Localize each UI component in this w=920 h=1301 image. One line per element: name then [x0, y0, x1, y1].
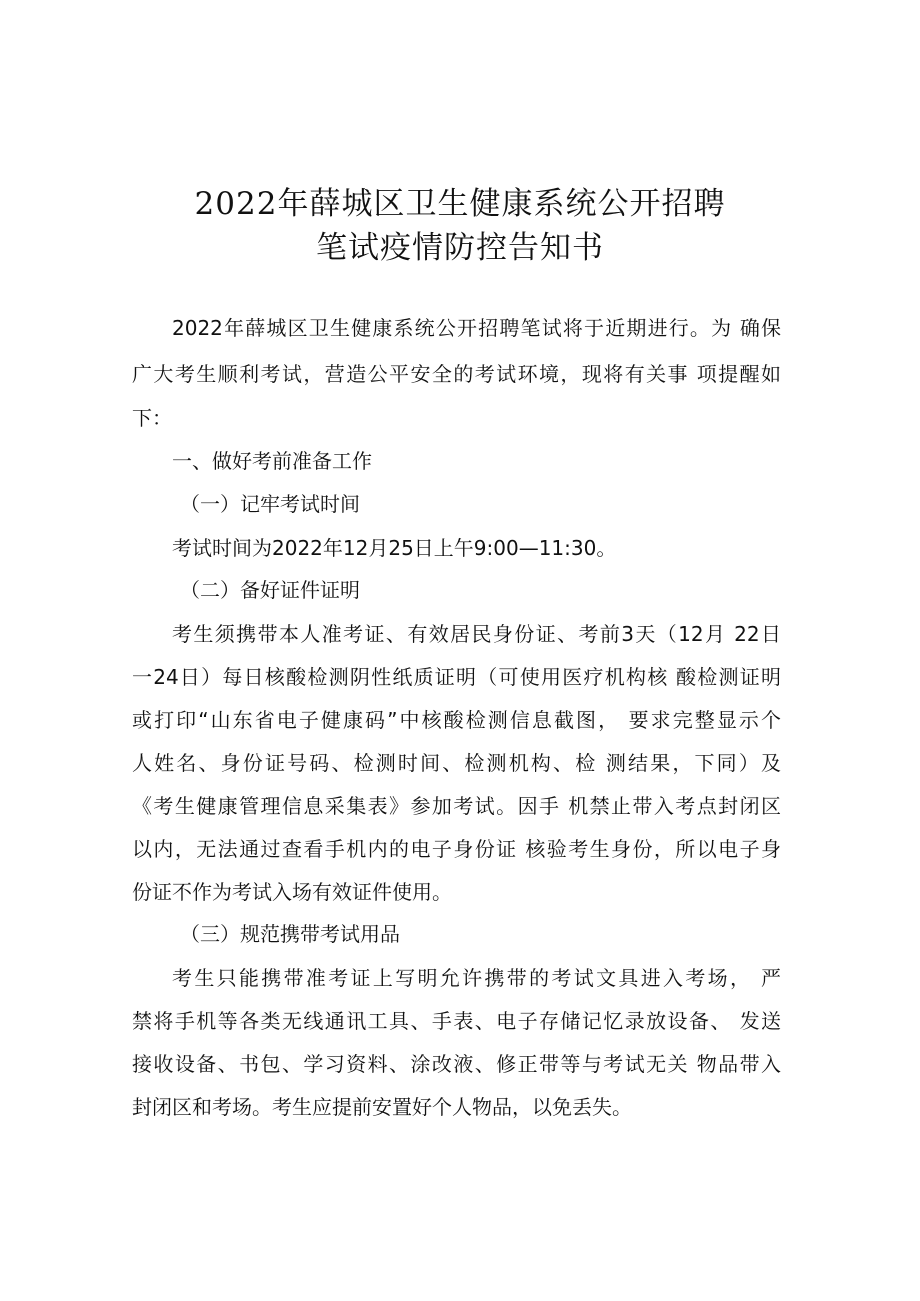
documents-line-7: 份证不作为考试入场有效证件使用。: [132, 880, 452, 904]
documents-line-2: 一24日）每日核酸检测阴性纸质证明（可使用医疗机构核 酸检测证明: [132, 665, 781, 689]
exam-time-text: 考试时间为2022年12月25日上午9:00—11:30。: [172, 536, 617, 560]
intro-line-2: 广大考生顺利考试，营造公平安全的考试环境，现将有关事 项提醒如: [132, 362, 781, 386]
supplies-line-2: 禁将手机等各类无线通讯工具、手表、电子存储记忆录放设备、 发送: [132, 1009, 781, 1033]
subsection-2-heading: （二）备好证件证明: [180, 578, 360, 602]
documents-line-4: 人姓名、身份证号码、检测时间、检测机构、检 测结果，下同）及: [132, 751, 781, 775]
intro-line-1: 2022年薛城区卫生健康系统公开招聘笔试将于近期进行。为 确保: [172, 316, 781, 340]
section-heading: 一、做好考前准备工作: [172, 449, 372, 473]
document-title-line-2: 笔试疫情防控告知书: [316, 230, 604, 266]
supplies-line-1: 考生只能携带准考证上写明允许携带的考试文具进入考场， 严: [172, 966, 781, 990]
subsection-1-heading: （一）记牢考试时间: [180, 492, 360, 516]
documents-line-1: 考生须携带本人准考证、有效居民身份证、考前3天（12月 22日: [172, 622, 781, 646]
documents-line-6: 以内，无法通过查看手机内的电子身份证 核验考生身份，所以电子身: [132, 837, 781, 861]
documents-line-3: 或打印“山东省电子健康码”中核酸检测信息截图， 要求完整显示个: [132, 708, 781, 732]
subsection-3-heading: （三）规范携带考试用品: [180, 922, 400, 946]
intro-line-3: 下：: [132, 406, 172, 430]
supplies-line-3: 接收设备、书包、学习资料、涂改液、修正带等与考试无关 物品带入: [132, 1052, 781, 1076]
document-title-line-1: 2022年薛城区卫生健康系统公开招聘: [194, 186, 726, 222]
supplies-line-4: 封闭区和考场。考生应提前安置好个人物品，以免丢失。: [132, 1095, 632, 1119]
documents-line-5: 《考生健康管理信息采集表》参加考试。因手 机禁止带入考点封闭区: [132, 794, 781, 818]
